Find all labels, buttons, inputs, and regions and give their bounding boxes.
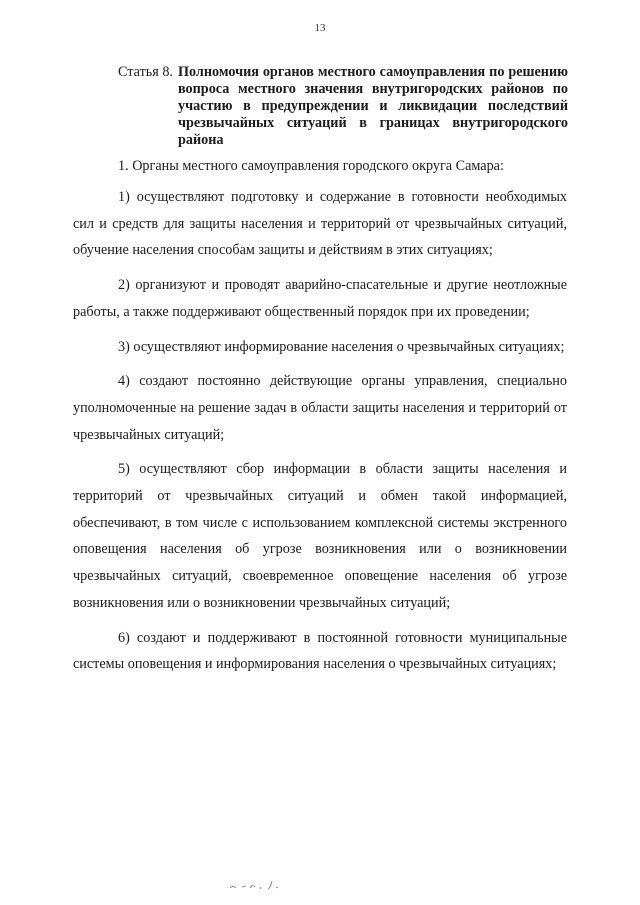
article-heading bbox=[118, 64, 568, 149]
list-item: 2) организуют и проводят аварийно-спасательные и другие неотложные работы, а также поддерживают общественный порядок при их проведении; bbox=[73, 277, 567, 320]
list-item: 6) создают и поддерживают в постоянной готовности муниципальные системы оповещения и информирования населения о чрезвычайных ситуациях; bbox=[73, 629, 567, 673]
items-list bbox=[73, 184, 567, 686]
list-item: 3) осуществляют информирование населения о чрезвычайных ситуациях; bbox=[118, 338, 565, 355]
scan-mark bbox=[228, 876, 288, 892]
article-title: Полномочия органов местного самоуправления по решению вопроса местного значения внутригородских районов по участию в предупреждении и ликвидации последствий чрезвычайных ситуаций в границах внутригородского района bbox=[177, 64, 568, 148]
list-item: 5) осуществляют сбор информации в области защиты населения и территорий от чрезвычайных ситуаций и обмен такой информацией, обеспечивают, в том числе с использованием комплексной системы экстренного оповещения населения об угрозе возникновения или о возникновении чрезвычайных ситуаций, своевременное оповещение населения об угрозе возникновения или о возникновении чрезвычайных ситуаций; bbox=[73, 461, 567, 611]
section-intro: 1. Органы местного самоуправления городского округа Самара: bbox=[118, 158, 504, 174]
article-label: Статья 8. bbox=[118, 64, 173, 80]
list-item: 4) создают постоянно действующие органы управления, специально уполномоченные на решение задач в области защиты населения и территорий от чрезвычайных ситуаций; bbox=[73, 373, 567, 443]
list-item: 1) осуществляют подготовку и содержание в готовности необходимых сил и средств для защиты населения и территорий от чрезвычайных ситуаций, обучение населения способам защиты и действиям в этих ситуациях; bbox=[73, 189, 567, 259]
page-number: 13 bbox=[314, 22, 326, 34]
